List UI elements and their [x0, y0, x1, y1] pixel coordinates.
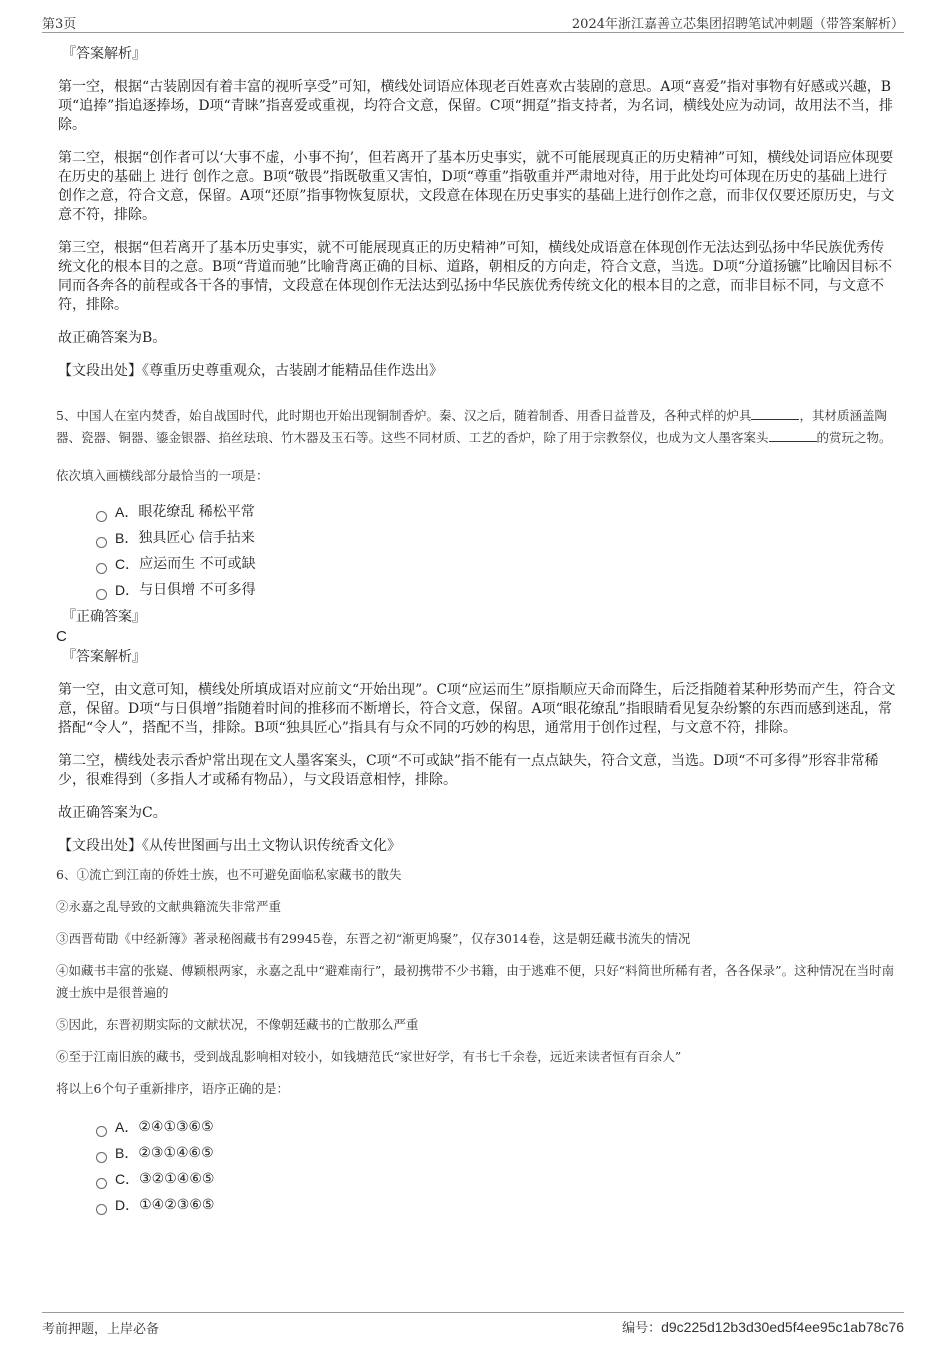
q6-sentence-5: ⑤因此，东晋初期实际的文献状况，不像朝廷藏书的亡散那么严重 — [56, 1017, 419, 1032]
q5-correct-answer: C — [56, 628, 67, 645]
q6-sentence-6: ⑥至于江南旧族的藏书，受到战乱影响相对较小，如钱塘范氏“家世好学，有书七千余卷，远近来读者恒有百余人” — [56, 1049, 682, 1064]
page-content — [56, 44, 896, 1218]
q6-option-a[interactable]: A． ②④①③⑥⑤ — [96, 1114, 896, 1140]
q5-blank-1 — [751, 407, 799, 420]
radio-icon[interactable] — [96, 563, 107, 574]
radio-icon[interactable] — [96, 1178, 107, 1189]
radio-icon[interactable] — [96, 537, 107, 548]
q5-analysis-label: 『答案解析』 — [62, 649, 146, 665]
q5-analysis-para2: 第二空，横线处表示香炉常出现在文人墨客案头，C项“不可或缺”指不能有一点点缺失，符合文意，当选。D项“不可多得”形容非常稀少，很难得到（多指人才或稀有物品），与文段语意相悖，排除。 — [58, 753, 879, 788]
footer-code: 编号：d9c225d12b3d30ed5f4ee95c1ab78c76 — [622, 1319, 904, 1336]
q4-conclusion: 故正确答案为B。 — [58, 330, 167, 346]
q5-stem: 5、中国人在室内焚香，始自战国时代，此时期也开始出现铜制香炉。秦、汉之后，随着制香、用香日益普及，各种式样的炉具 ，其材质涵盖陶器、瓷器、铜器、鎏金银器、掐丝珐琅、竹木器及玉石等。这些不同材质、工艺的香炉，除了用于宗教祭仪，也成为文人墨客案头 的赏玩之物。 — [56, 408, 892, 445]
q6-option-b[interactable]: B． ②③①④⑥⑤ — [96, 1140, 896, 1166]
radio-icon[interactable] — [96, 1126, 107, 1137]
q6-options — [56, 1114, 896, 1218]
radio-icon[interactable] — [96, 589, 107, 600]
q5-instruction: 依次填入画横线部分最恰当的一项是： — [56, 468, 269, 483]
radio-icon[interactable] — [96, 1204, 107, 1215]
q6-option-d[interactable]: D． ①④②③⑥⑤ — [96, 1192, 896, 1218]
radio-icon[interactable] — [96, 1152, 107, 1163]
q5-blank-2 — [769, 429, 817, 442]
q5-option-b[interactable]: B． 独具匠心 信手拈来 — [96, 525, 896, 551]
q5-source: 【文段出处】《从传世图画与出土文物认识传统香文化》 — [58, 838, 401, 854]
q4-analysis-para2: 第二空，根据“创作者可以‘大事不虚，小事不拘’，但若离开了基本历史事实，就不可能展现真正的历史精神”可知，横线处词语应体现要在历史的基础上 进行 创作之意。B项“敬畏”指既敬重又害怕，D项“尊重”指敬重并严肃地对待，用于此处均可体现在历史的基础上进行创作之意，符合文意，保留。A项“还原”指事物恢复原状，文段意在体现在历史事实的基础上进行创作之意，而非仅仅要还原历史，与文意不符，排除。 — [58, 150, 895, 223]
q5-correct-label: 『正确答案』 — [62, 609, 146, 625]
page-number: 第3页 — [42, 17, 77, 32]
q5-options — [56, 499, 896, 603]
q6-sentence-3: ③西晋荀勖《中经新簿》著录秘阁藏书有29945卷，东晋之初“渐更鸠聚”，仅存3014卷，这是朝廷藏书流失的情况 — [56, 931, 691, 946]
q4-analysis-para3: 第三空，根据“但若离开了基本历史事实，就不可能展现真正的历史精神”可知，横线处成语意在体现创作无法达到弘扬中华民族优秀传统文化的根本目的之意。B项“背道而驰”比喻背离正确的目标、道路，朝相反的方向走，符合文意，当选。D项“分道扬镳”比喻因目标不同而各奔各的前程或各干各的事情，文段意在体现创作无法达到弘扬中华民族优秀传统文化的根本目的之意，而非目标不同，与文意不符，排除。 — [58, 240, 893, 313]
document-title: 2024年浙江嘉善立芯集团招聘笔试冲刺题（带答案解析） — [571, 17, 904, 32]
page-header — [42, 10, 904, 33]
q4-analysis-label: 『答案解析』 — [62, 46, 146, 62]
q5-conclusion: 故正确答案为C。 — [58, 805, 167, 821]
footer-slogan: 考前押题，上岸必备 — [42, 1322, 160, 1337]
q4-source: 【文段出处】《尊重历史尊重观众，古装剧才能精品佳作迭出》 — [58, 363, 443, 379]
q6-instruction: 将以上6个句子重新排序，语序正确的是： — [56, 1081, 289, 1096]
q6-sentence-1: 6、①流亡到江南的侨姓士族，也不可避免面临私家藏书的散失 — [56, 867, 402, 882]
radio-icon[interactable] — [96, 511, 107, 522]
q5-option-d[interactable]: D． 与日俱增 不可多得 — [96, 577, 896, 603]
q4-analysis-para1: 第一空，根据“古装剧因有着丰富的视听享受”可知，横线处词语应体现老百姓喜欢古装剧的意思。A项“喜爱”指对事物有好感或兴趣，B项“追捧”指追逐捧场，D项“青睐”指喜爱或重视，均符合文意，保留。C项“拥趸”指支持者，为名词，横线处应为动词，故用法不当，排除。 — [58, 79, 893, 133]
page-footer — [42, 1312, 904, 1345]
q5-option-c[interactable]: C． 应运而生 不可或缺 — [96, 551, 896, 577]
q5-option-a[interactable]: A． 眼花缭乱 稀松平常 — [96, 499, 896, 525]
q6-sentence-2: ②永嘉之乱导致的文献典籍流失非常严重 — [56, 899, 282, 914]
q6-option-c[interactable]: C． ③②①④⑥⑤ — [96, 1166, 896, 1192]
q6-sentence-4: ④如藏书丰富的张嶷、傅颖根两家，永嘉之乱中“避难南行”，最初携带不少书籍，由于逃难不便，只好“料简世所稀有者，各各保录”。这种情况在当时南渡士族中是很普遍的 — [56, 963, 895, 1000]
q5-analysis-para1: 第一空，由文意可知，横线处所填成语对应前文“开始出现”。C项“应运而生”原指顺应天命而降生，后泛指随着某种形势而产生，符合文意，保留。D项“与日俱增”指随着时间的推移而不断增长，符合文意，保留。A项“眼花缭乱”指眼睛看见复杂纷繁的东西而感到迷乱，常搭配“令人”，搭配不当，排除。B项“独具匠心”指具有与众不同的巧妙的构思，通常用于创作过程，与文意不符，排除。 — [58, 682, 896, 736]
